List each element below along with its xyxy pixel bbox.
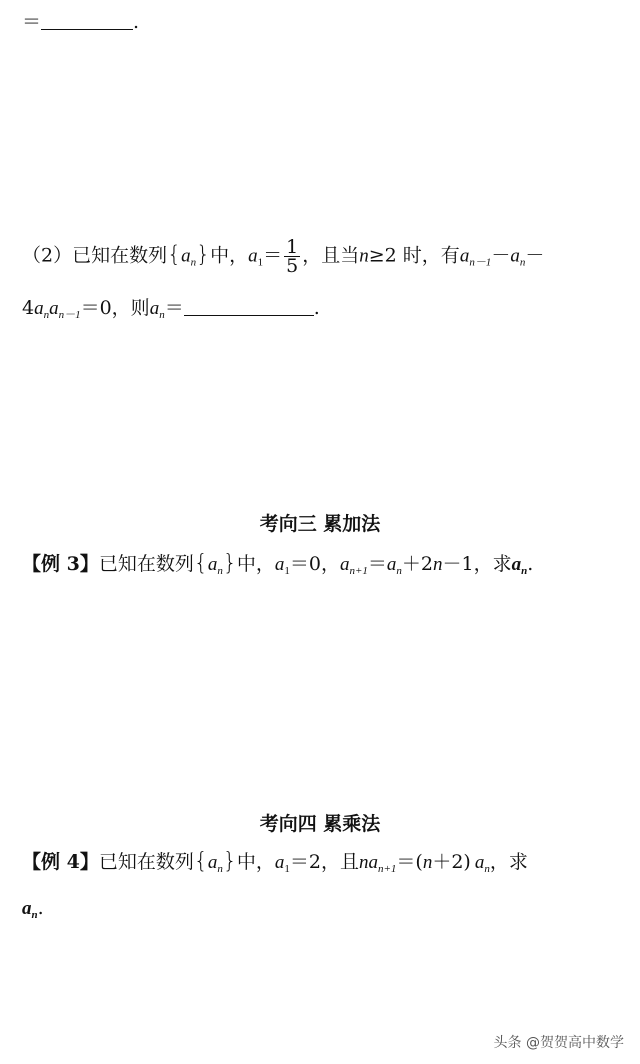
sub-n: n [521,565,528,577]
var-a: a [474,852,485,873]
example-4-line-1 [22,848,528,883]
sub-n-plus-1: n+1 [349,565,368,577]
var-a: a [459,245,470,267]
example-label: 【例 3】 [22,553,99,575]
period: . [133,11,140,33]
equals: ＝ [164,297,184,319]
text: ＝0，则 [80,297,150,319]
text: 中， [236,851,275,873]
text: 已知在数列 [98,851,194,873]
example-4-line-2 [22,894,44,929]
text: ＝2，且 [289,851,359,873]
var-a: a [207,554,218,575]
text: ，求 [489,851,528,873]
sub-1: 1 [257,256,264,269]
var-n: n [358,852,369,873]
var-a: a [274,554,285,575]
brace-left: { [193,849,208,874]
answer-blank [41,11,133,30]
sub-n: n [31,909,38,921]
coefficient: 4 [22,297,35,319]
minus: － [491,244,511,267]
var-a: a [511,554,522,575]
sub-n: n [396,565,402,577]
sub-n: n [43,309,50,321]
var-a: a [368,852,378,873]
equals: ＝ [263,244,283,267]
sub-n-plus-1: n+1 [377,863,397,875]
text: 已知在数列 [98,553,194,575]
var-a: a [274,852,285,873]
fraction [284,238,300,275]
text: 已知在数列 [72,244,168,267]
var-n: n [359,245,369,267]
equals-sign: ＝ [22,11,42,33]
var-n: n [433,554,443,575]
problem-label: （2） [22,244,73,267]
section-3-heading: 考向三 累加法 [259,513,381,535]
text: －1，求 [442,553,512,575]
problem-2-line-1 [22,238,544,277]
watermark: 头条 @贺贺高中数学 [493,1035,624,1051]
var-a: a [510,245,520,267]
text: 中， [236,553,275,575]
period: . [37,897,44,919]
text: ，且当 [302,244,360,267]
example-label: 【例 4】 [22,851,99,873]
example-3-line [22,550,533,585]
var-a: a [34,298,44,319]
minus: － [525,244,545,267]
sub-n-minus-1: n－1 [469,256,492,269]
period: . [527,553,534,575]
equals-paren: ＝( [396,851,423,873]
var-a: a [149,298,160,319]
text: 中， [210,244,249,267]
var-a: a [248,245,258,267]
sub-n: n [484,863,490,875]
var-a: a [181,245,191,267]
sub-n: n [190,256,197,269]
sub-1: 1 [284,565,290,577]
brace-right: } [222,551,237,576]
brace-left: { [167,242,182,268]
sub-n: n [217,565,223,577]
var-a: a [22,898,32,919]
sub-n: n [217,863,223,875]
top-answer-line [22,8,139,36]
var-n: n [422,852,433,873]
text: ＋2) [432,851,471,873]
var-a: a [339,554,350,575]
numerator: 1 [286,236,299,258]
text: ＝0， [289,553,340,575]
problem-2-line-2 [22,294,320,329]
sub-n: n [519,256,526,269]
brace-left: { [193,551,208,576]
sub-n-minus-1: n－1 [58,309,81,321]
period: . [313,297,320,319]
text: ≥2 时，有 [368,244,460,267]
equals: ＝ [367,553,387,575]
answer-blank [184,297,314,316]
sub-n: n [159,309,165,321]
var-a: a [207,852,218,873]
brace-right: } [196,242,211,268]
section-4-heading: 考向四 累乘法 [259,813,381,835]
var-a: a [386,554,397,575]
text: ＋2 [401,553,434,575]
var-a: a [49,298,59,319]
brace-right: } [222,849,237,874]
sub-1: 1 [284,863,290,875]
denominator: 5 [286,255,299,277]
